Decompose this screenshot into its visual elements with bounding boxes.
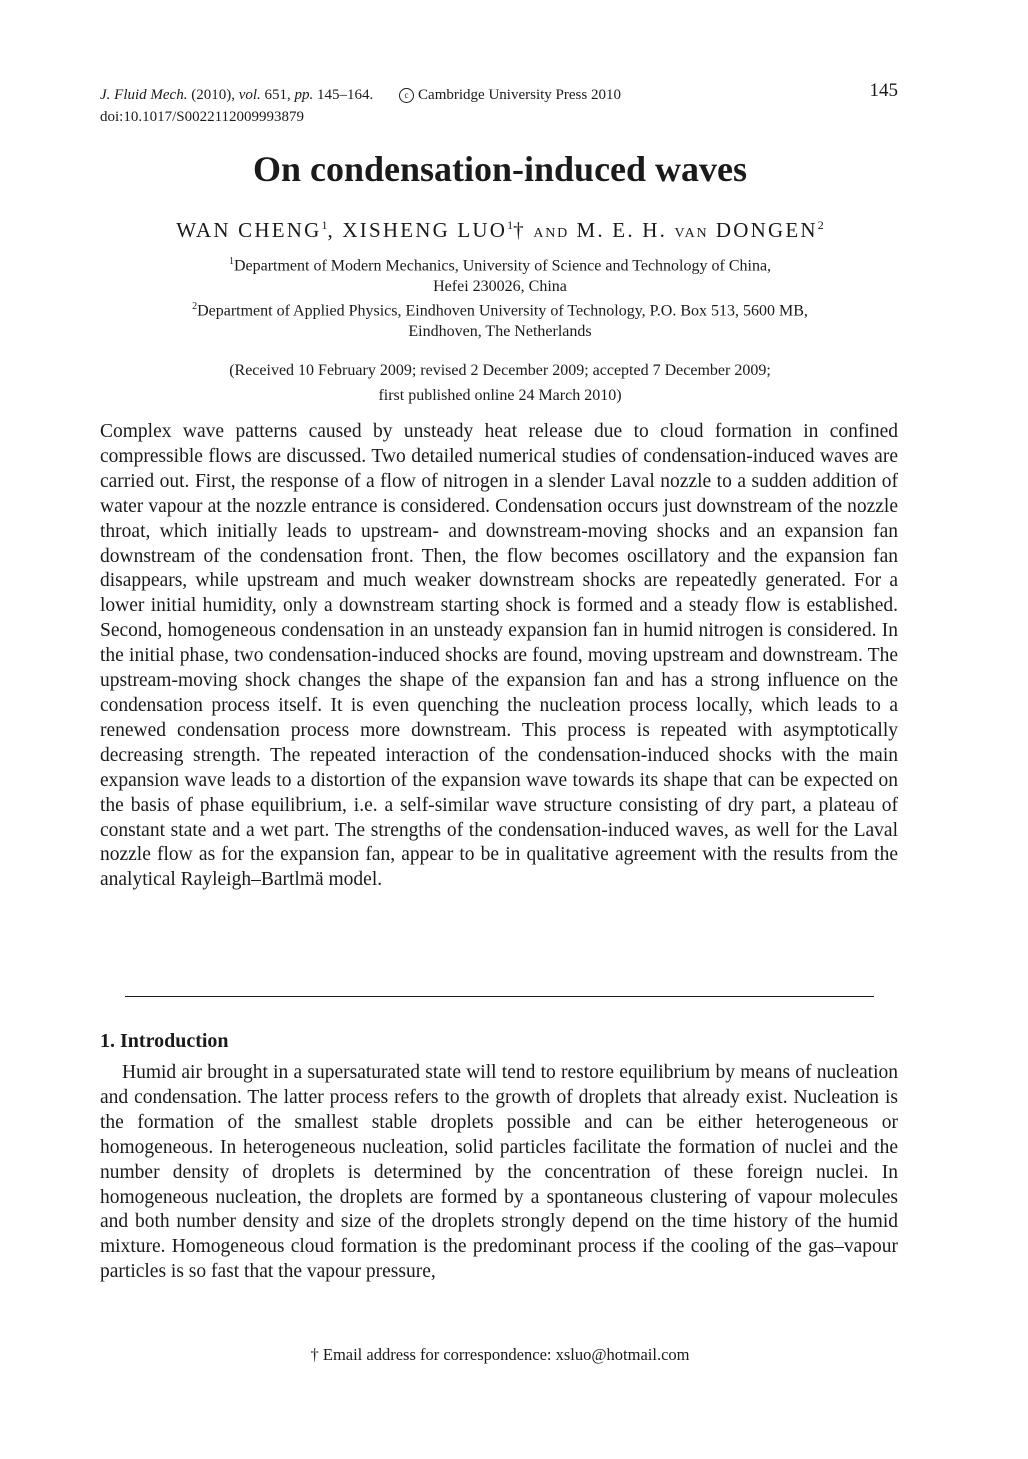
affiliation-1 — [0, 251, 1000, 297]
abstract-divider — [125, 996, 874, 997]
affiliation-1-marker: 1 — [228, 256, 234, 267]
author-1-affil: 1 — [321, 218, 328, 232]
received-dates — [0, 358, 1000, 408]
volume: 651, — [264, 87, 291, 103]
author-list: WAN CHENG$^1$, XISHENG LUO$^1$† AND M. E. H. VAN DONGEN$^2$ — [176, 218, 824, 242]
affiliation-2-line-2: Eindhoven, The Netherlands — [408, 323, 592, 341]
affiliation-1-line-2: Hefei 230026, China — [433, 278, 567, 296]
author-3-affil: 2 — [817, 218, 824, 232]
citation-line — [100, 84, 621, 106]
affiliation-2-marker: 2 — [192, 301, 198, 312]
author-3-initials: M. E. H. — [576, 218, 668, 242]
copyright-icon: c — [399, 88, 414, 103]
abstract: Complex wave patterns caused by unsteady heat release due to cloud formation in confined compressible flows are discussed. Two detailed numerical studies of condensation-induced waves are carried out. First, the response of a flow of nitrogen in a slender Laval nozzle to a sudden addition of water vapour at the nozzle entrance is considered. Condensation occurs just downstream of the nozzle throat, which initially leads to upstream- and downstream-moving shocks and an expansion fan downstream of the condensation front. Then, the flow becomes oscillatory and the expansion fan disappears, while upstream and much weaker downstream shocks are repeatedly generated. For a lower initial humidity, only a downstream starting shock is formed and a steady flow is established. Second, homogeneous condensation in an unsteady expansion fan in humid nitrogen is considered. In the initial phase, two condensation-induced shocks are found, moving upstream and downstream. The upstream-moving shock changes the shape of the expansion fan and has a strong influence on the condensation process itself. It is even quenching the nucleation process locally, which leads to a renewed condensation process more downstream. This process is repeated with asymptotically decreasing strength. The repeated interaction of the condensation-induced shocks with the main expansion wave leads to a distortion of the expansion wave towards its shape that can be expected on the basis of phase equilibrium, i.e. a self-similar wave structure consisting of dry part, a plateau of constant state and a wet part. The strengths of the condensation-induced waves, as well for the Laval nozzle flow as for the expansion fan, appear to be in qualitative agreement with the results from the analytical Rayleigh–Bartlmä model. — [100, 421, 898, 891]
doi: doi:10.1017/S0022112009993879 — [100, 109, 305, 125]
author-3-van: VAN — [674, 226, 709, 241]
journal-header — [100, 84, 621, 128]
copyright: Cambridge University Press 2010 — [418, 87, 621, 103]
paper-title: On condensation-induced waves — [252, 149, 748, 189]
correspondence-footnote: † Email address for correspondence: xsluo@hotmail.com — [310, 1345, 690, 1364]
vol-label: vol. — [238, 87, 261, 103]
page-range: 145–164. — [317, 87, 374, 103]
journal-year: (2010), — [191, 87, 235, 103]
pp-label: pp. — [294, 87, 314, 103]
affiliation-2-line-1: Department of Applied Physics, Eindhoven University of Technology, P.O. Box 513, 5600 MB, — [197, 302, 808, 320]
section-heading: 1. Introduction — [100, 1030, 229, 1052]
author-3: DONGEN — [715, 218, 818, 242]
author-and: AND — [533, 226, 570, 241]
intro-paragraph: Humid air brought in a supersaturated state will tend to restore equilibrium by means of nucleation and condensation. The latter process refers to the growth of droplets that already exist. Nucleation is the formation of the smallest stable droplets possible and can be either heterogeneous or homogeneous. In heterogeneous nucleation, solid particles facilitate the formation of nuclei and the number density of droplets is determined by the concentration of these foreign nuclei. In homogeneous nucleation, the droplets are formed by a spontaneous clustering of vapour molecules and both number density and size of the droplets strongly depend on the time history of the humid mixture. Homogeneous cloud formation is the predominant process if the cooling of the gas–vapour particles is so fast that the vapour pressure, — [100, 1062, 898, 1283]
page-number: 145 — [869, 80, 898, 101]
journal-name: J. Fluid Mech. — [100, 87, 188, 103]
author-2-affil: 1 — [507, 218, 514, 232]
author-1: WAN CHENG — [176, 218, 322, 242]
received-line-1: (Received 10 February 2009; revised 2 December 2009; accepted 7 December 2009; — [229, 362, 771, 379]
affiliation-2 — [0, 296, 1000, 342]
received-line-2: first published online 24 March 2010) — [378, 387, 622, 404]
affiliation-1-line-1: Department of Modern Mechanics, University of Science and Technology of China, — [233, 257, 772, 275]
corresponding-dagger: † — [513, 218, 526, 242]
author-2: XISHENG LUO — [342, 218, 508, 242]
